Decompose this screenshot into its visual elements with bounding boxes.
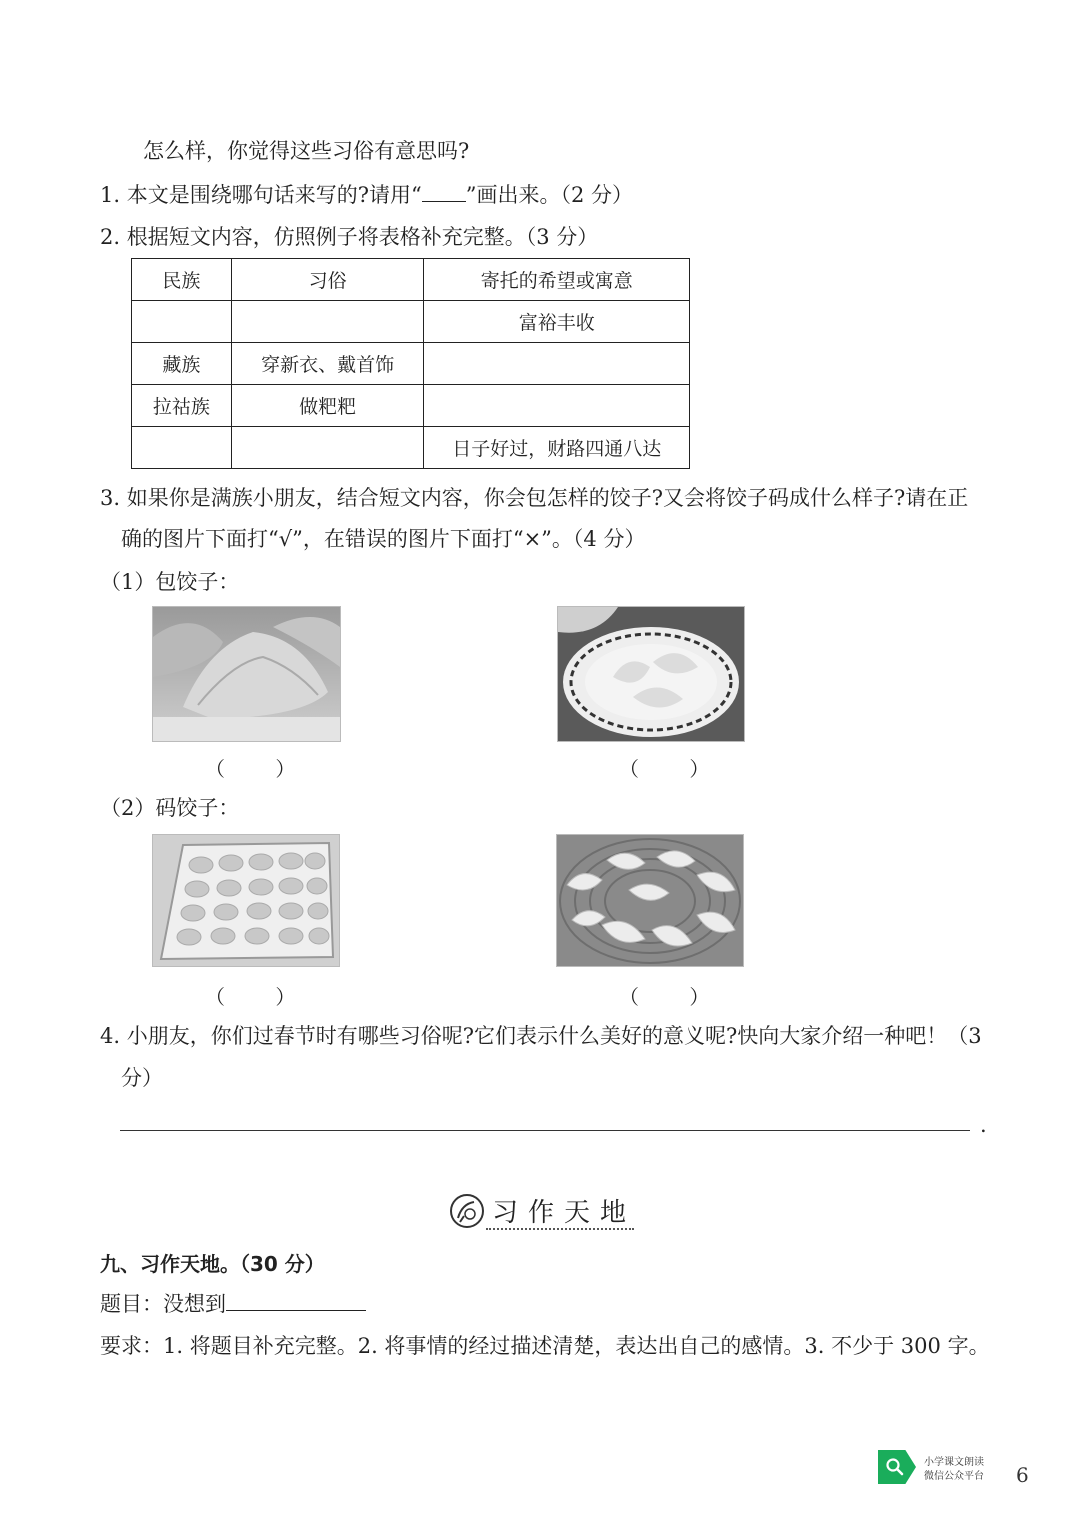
table-cell: 拉祜族 <box>132 385 232 427</box>
answer-paren-1[interactable]: （ ） <box>205 757 318 781</box>
search-icon <box>885 1457 905 1477</box>
table-cell: 日子好过，财路四通八达 <box>424 427 690 469</box>
underline-sample <box>422 181 466 202</box>
subquestion-wrap-dumplings: （1）包饺子： <box>100 570 240 594</box>
answer-line-end-mark: . <box>980 1113 987 1137</box>
table-header-cell: 民族 <box>132 259 232 301</box>
brand-logo <box>878 1450 1004 1484</box>
subquestion-arrange-dumplings: （2）码饺子： <box>100 796 240 820</box>
passage-closing-line: 怎么样，你觉得这些习俗有意思吗? <box>143 139 470 163</box>
answer-paren-4[interactable]: （ ） <box>619 985 732 1009</box>
section-title <box>448 1190 638 1232</box>
table-cell-blank[interactable] <box>231 301 424 343</box>
dumplings-circle-arrangement-photo <box>556 834 744 967</box>
customs-table <box>131 258 690 469</box>
writing-corner-icon <box>448 1192 486 1230</box>
table-cell-blank[interactable] <box>132 301 232 343</box>
brand-line-2: 微信公众平台 <box>924 1471 984 1482</box>
composition-topic <box>100 1289 366 1319</box>
answer-paren-3[interactable]: （ ） <box>205 985 318 1009</box>
question-1 <box>100 180 633 210</box>
table-cell: 富裕丰收 <box>424 301 690 343</box>
table-cell: 做粑粑 <box>231 385 424 427</box>
dumplings-on-plate-photo <box>557 606 745 742</box>
question-4-line-1: 4. 小朋友，你们过春节时有哪些习俗呢?它们表示什么美好的意义呢?快向大家介绍一种吧！（3 <box>100 1024 982 1048</box>
question-9-heading: 九、习作天地。（30 分） <box>100 1252 325 1276</box>
topic-blank[interactable] <box>226 1290 366 1311</box>
table-cell: 穿新衣、戴首饰 <box>231 343 424 385</box>
question-3-line-1: 3. 如果你是满族小朋友，结合短文内容，你会包怎样的饺子?又会将饺子码成什么样子?请在正 <box>100 486 969 510</box>
dumpling-closeup-photo <box>152 606 341 742</box>
table-header-cell: 习俗 <box>231 259 424 301</box>
question-1-text-after: ”画出来。（2 分） <box>465 183 633 207</box>
table-header-row <box>132 259 690 301</box>
table-row <box>132 343 690 385</box>
table-header-cell: 寄托的希望或寓意 <box>424 259 690 301</box>
table-cell-blank[interactable] <box>231 427 424 469</box>
page-number: 6 <box>1016 1463 1029 1487</box>
question-4-line-2: 分） <box>121 1066 163 1090</box>
dumplings-tray-grid-photo <box>152 834 340 967</box>
table-cell-blank[interactable] <box>424 385 690 427</box>
section-title-text: 习作天地 <box>492 1198 637 1228</box>
question-1-text-before: 1. 本文是围绕哪句话来写的?请用“ <box>100 183 422 207</box>
answer-paren-2[interactable]: （ ） <box>619 757 732 781</box>
table-cell-blank[interactable] <box>132 427 232 469</box>
table-row <box>132 385 690 427</box>
table-row <box>132 427 690 469</box>
section-title-underline <box>486 1228 634 1230</box>
question-3-line-2: 确的图片下面打“√”，在错误的图片下面打“×”。（4 分） <box>121 527 646 551</box>
answer-line[interactable] <box>120 1130 970 1131</box>
question-2: 2. 根据短文内容，仿照例子将表格补充完整。（3 分） <box>100 225 599 249</box>
table-cell: 藏族 <box>132 343 232 385</box>
brand-line-1: 小学课文朗读 <box>924 1457 984 1468</box>
composition-topic-text: 题目：没想到 <box>100 1292 226 1316</box>
composition-requirements: 要求：1. 将题目补充完整。2. 将事情的经过描述清楚，表达出自己的感情。3. 不少于 300 字。 <box>100 1334 990 1358</box>
table-row <box>132 301 690 343</box>
table-cell-blank[interactable] <box>424 343 690 385</box>
